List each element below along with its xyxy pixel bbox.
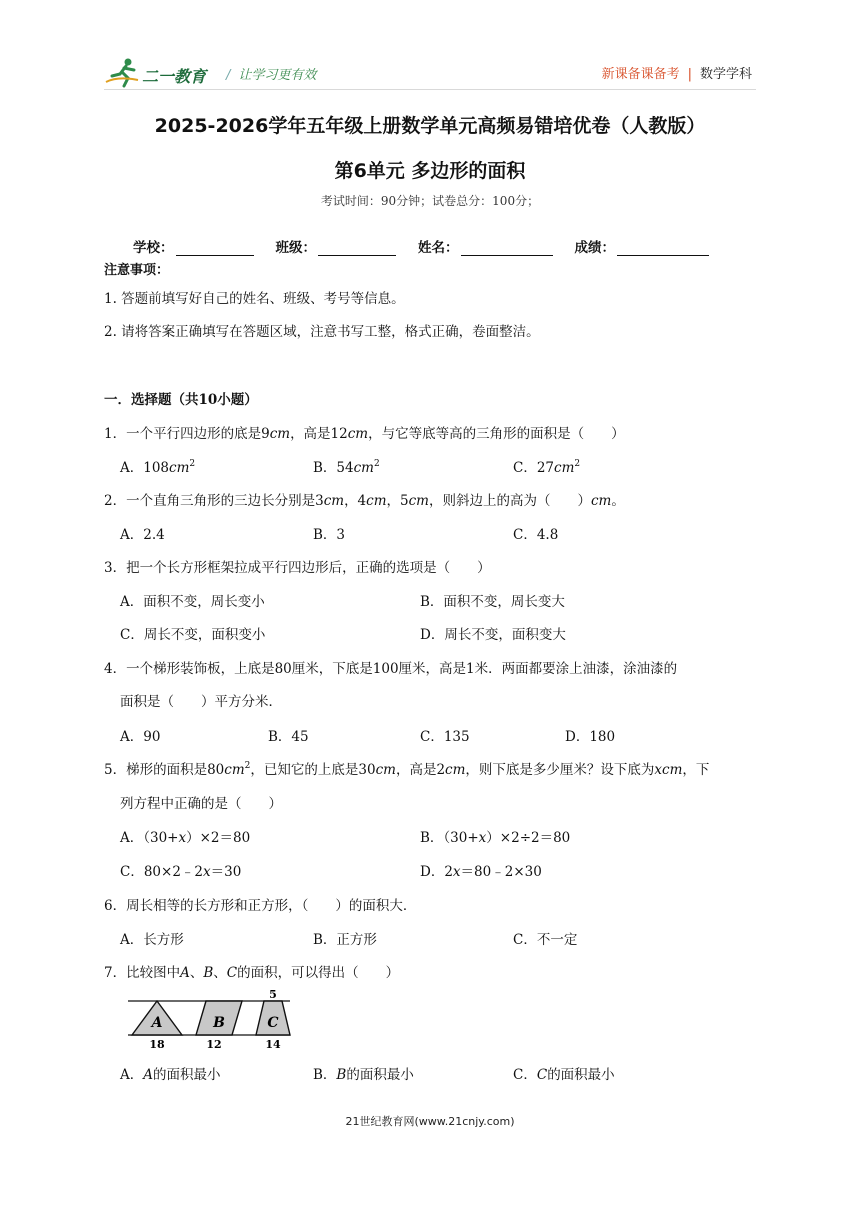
class-field: 班级：	[276, 236, 397, 256]
q2-option-b[interactable]: B．3	[313, 527, 346, 543]
name-field: 姓名：	[418, 236, 553, 256]
runner-logo-icon	[104, 56, 144, 88]
q1-option-a[interactable]: A．$108cm^2$	[120, 459, 196, 476]
q6-option-c[interactable]: C．不一定	[513, 932, 578, 948]
question-4-line1: 4．一个梯形装饰板，上底是80厘米，下底是100厘米，高是1米．两面都要涂上油漆，涂油漆的	[104, 661, 678, 677]
slogan: / 让学习更有效	[226, 68, 317, 83]
q4-option-d[interactable]: D．180	[565, 729, 616, 745]
q3-option-d[interactable]: D．周长不变，面积变大	[420, 627, 566, 643]
q5-option-b[interactable]: B．（30+x）×2÷2＝80	[420, 830, 571, 846]
top-length-c: 5	[269, 988, 277, 1001]
bottom-length-b: 12	[206, 1038, 222, 1051]
question-2: 2．一个直角三角形的三边长分别是3cm，4cm，5cm，则斜边上的高为（ ）cm。	[104, 493, 625, 509]
header-separator: |	[687, 67, 692, 82]
q4-option-c[interactable]: C．135	[420, 729, 470, 745]
shape-label-a: A	[151, 1015, 163, 1031]
q6-option-a[interactable]: A．长方形	[120, 932, 184, 948]
bottom-length-a: 18	[149, 1038, 165, 1051]
q4-option-a[interactable]: A．90	[120, 729, 161, 745]
q7-option-c[interactable]: C．C的面积最小	[513, 1067, 615, 1083]
header-tag-b: 数学学科	[699, 67, 752, 82]
question-7: 7．比较图中A、B、C的面积，可以得出（ ）	[104, 965, 400, 981]
logo	[104, 56, 214, 88]
page-header	[104, 56, 756, 90]
notes-title: 注意事项：	[104, 263, 170, 278]
question-6: 6．周长相等的长方形和正方形，（ ）的面积大．	[104, 898, 417, 914]
q3-option-c[interactable]: C．周长不变，面积变小	[120, 627, 266, 643]
q3-option-a[interactable]: A．面积不变，周长变小	[120, 594, 265, 610]
q7-option-b[interactable]: B．B的面积最小	[313, 1067, 414, 1083]
q7-option-a[interactable]: A．A的面积最小	[120, 1067, 221, 1083]
question-5-line1: 5．梯形的面积是$80cm^2$，已知它的上底是30cm，高是2cm，则下底是多少厘米？设下底为xcm，下	[104, 761, 710, 778]
slogan-text: 让学习更有效	[238, 68, 317, 83]
header-tag-a: 新课备课备考	[601, 67, 680, 82]
question-4-line2: 面积是（ ）平方分米．	[120, 694, 282, 710]
school-blank[interactable]	[176, 240, 254, 256]
shape-label-c: C	[267, 1015, 279, 1031]
q1-option-b[interactable]: B．$54cm^2$	[313, 459, 380, 476]
exam-subtitle: 考试时间：90分钟；试卷总分：100分；	[320, 194, 540, 208]
q2-option-a[interactable]: A．2.4	[120, 527, 165, 543]
page-footer: 21世纪教育网(www.21cnjy.com)	[345, 1115, 515, 1128]
question-5-line2: 列方程中正确的是（ ）	[120, 796, 282, 812]
note-item: 2. 请将答案正确填写在答题区域，注意书写工整，格式正确，卷面整洁。	[104, 324, 540, 340]
shapes-diagram	[124, 987, 294, 1051]
logo-text: 二一教育	[142, 67, 207, 86]
bottom-length-c: 14	[265, 1038, 281, 1051]
section-title: 一．选择题（共10小题）	[104, 392, 258, 408]
school-field: 学校：	[133, 236, 254, 256]
q1-option-c[interactable]: C．$27cm^2$	[513, 459, 581, 476]
score-blank[interactable]	[617, 240, 709, 256]
q2-option-c[interactable]: C．4.8	[513, 527, 559, 543]
question-3: 3．把一个长方形框架拉成平行四边形后，正确的选项是（ ）	[104, 560, 491, 576]
exam-title: 2025-2026学年五年级上册数学单元高频易错培优卷（人教版）	[154, 115, 706, 137]
name-blank[interactable]	[461, 240, 553, 256]
q5-option-a[interactable]: A．（30+x）×2＝80	[120, 830, 251, 846]
question-1: 1．一个平行四边形的底是9cm，高是12cm，与它等底等高的三角形的面积是（ ）	[104, 426, 625, 442]
unit-title: 第6单元 多边形的面积	[334, 160, 526, 182]
student-info	[133, 236, 731, 256]
score-field: 成绩：	[575, 236, 710, 256]
shapes-figure	[124, 987, 294, 1051]
class-blank[interactable]	[318, 240, 396, 256]
q4-option-b[interactable]: B．45	[268, 729, 309, 745]
q5-option-c[interactable]: C．80×2﹣2x＝30	[120, 864, 242, 880]
q6-option-b[interactable]: B．正方形	[313, 932, 377, 948]
q3-option-b[interactable]: B．面积不变，周长变大	[420, 594, 565, 610]
shape-label-b: B	[213, 1015, 225, 1031]
header-right	[602, 63, 752, 82]
q5-option-d[interactable]: D．2x＝80﹣2×30	[420, 864, 542, 880]
note-item: 1. 答题前填写好自己的姓名、班级、考号等信息。	[104, 291, 405, 307]
